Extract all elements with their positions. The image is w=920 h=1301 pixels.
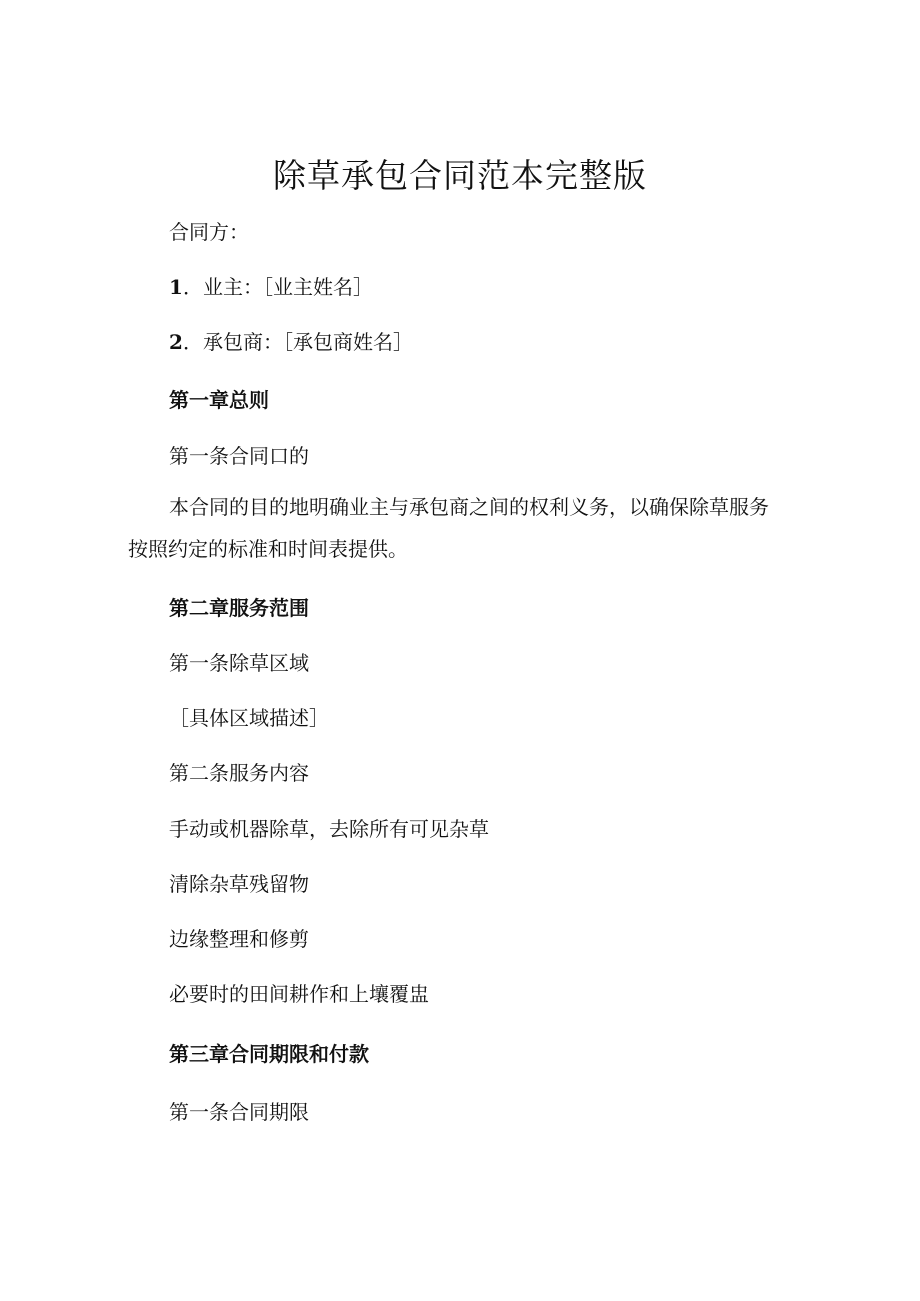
party-contractor-number: 2: [169, 330, 183, 354]
party-owner-number: 1: [169, 275, 183, 299]
party-contractor: [169, 326, 413, 355]
party-contractor-text: ．承包商：［承包商姓名］: [183, 330, 413, 354]
party-owner: [169, 271, 373, 300]
chapter2-article2-title: 第二条服务内容: [169, 761, 309, 785]
chapter3-heading: 第三章合同期限和付款: [169, 1042, 369, 1066]
service-item: 必要时的田间耕作和上壤覆盅: [169, 982, 429, 1006]
area-placeholder: ［具体区域描述］: [169, 706, 329, 730]
document-title: 除草承包合同范本完整版: [273, 156, 647, 195]
chapter2-article1-title: 第一条除草区域: [169, 651, 309, 675]
chapter1-heading: 第一章总则: [169, 388, 269, 412]
chapter1-article1-title: 第一条合同口的: [169, 444, 309, 468]
party-owner-text: ．业主：［业主姓名］: [183, 275, 373, 299]
service-item: 清除杂草残留物: [169, 872, 309, 896]
chapter2-heading: 第二章服务范围: [169, 596, 309, 620]
chapter1-article1-body: 本合同的目的地明确业主与承包商之间的权利义务，以确保除草服务按照约定的标准和时间表提供。: [128, 495, 769, 561]
service-item: 边缘整理和修剪: [169, 927, 309, 951]
service-item: 手动或机器除草，去除所有可见杂草: [169, 817, 489, 841]
chapter3-article1-title: 第一条合同期限: [169, 1100, 309, 1124]
parties-label: 合同方：: [169, 220, 249, 244]
